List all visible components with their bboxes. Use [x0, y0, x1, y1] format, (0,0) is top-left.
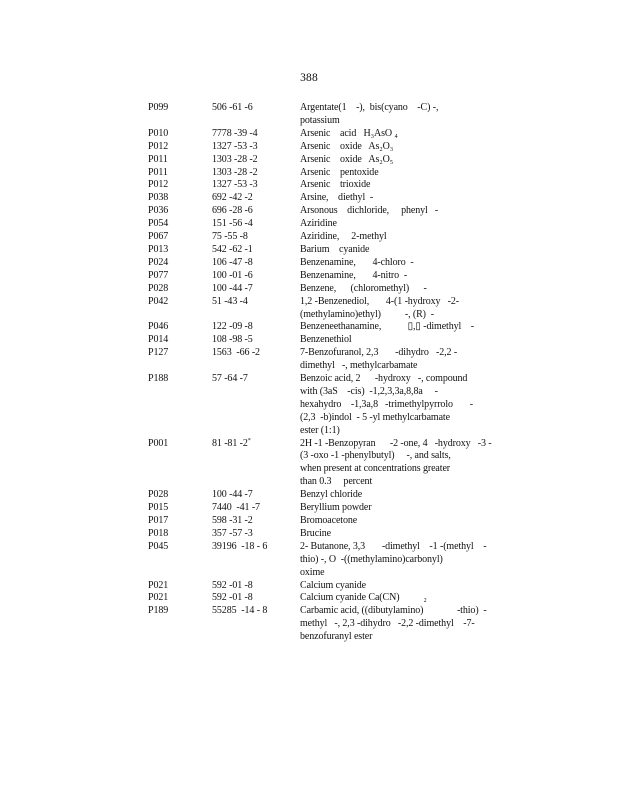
- table-row: [0, 347, 618, 373]
- table-row: [0, 205, 618, 218]
- substance-name-line: ester (1:1): [300, 424, 340, 436]
- substance-name: [300, 528, 500, 541]
- substance-name: [300, 179, 500, 192]
- cas-number-text: 542 -62 -1: [212, 243, 253, 255]
- substance-name: [300, 257, 500, 270]
- substance-name-line: 1,2 -Benzenediol, 4-(1 -hydroxy -2-: [300, 295, 459, 307]
- substance-name: [300, 128, 500, 141]
- substance-name: [300, 438, 500, 490]
- waste-code: P011: [148, 166, 168, 178]
- substance-name-line: Benzoic acid, 2 -hydroxy -, compound: [300, 373, 468, 385]
- waste-code: P046: [148, 321, 169, 333]
- substance-name-line: 7-Benzofuranol, 2,3 -dihydro -2,2 -: [300, 347, 458, 359]
- substance-name: [300, 270, 500, 283]
- cas-number: [212, 347, 260, 360]
- cas-number-text: 598 -31 -2: [212, 515, 253, 526]
- substance-name-line: Benzenethiol: [300, 334, 352, 346]
- substance-name: [300, 347, 500, 373]
- cas-number: [212, 296, 248, 309]
- table-row: [0, 141, 618, 154]
- cas-number: [212, 167, 258, 180]
- cas-number: [212, 502, 260, 515]
- substance-name-line: 2- Butanone, 3,3 -dimethyl -1 -(methyl -: [300, 540, 487, 552]
- cas-footnote-marker: *: [247, 437, 251, 444]
- waste-code: P013: [148, 243, 169, 255]
- waste-code: P188: [148, 373, 169, 385]
- substance-name-line: Brucine: [300, 527, 331, 539]
- table-row: [0, 218, 618, 231]
- cas-number: [212, 580, 253, 593]
- substance-name-line: (methylamino)ethyl) -, (R) -: [300, 308, 434, 320]
- cas-number: [212, 154, 258, 167]
- substance-name-line: Barium cyanide: [300, 243, 370, 255]
- waste-code: P127: [148, 347, 169, 359]
- cas-number: [212, 205, 253, 218]
- substance-name-line: hexahydro -1,3a,8 -trimethylpyrrolo -: [300, 398, 473, 410]
- table-row: [0, 283, 618, 296]
- substance-name: [300, 334, 500, 347]
- cas-number: [212, 489, 253, 502]
- cas-number-text: 57 -64 -7: [212, 373, 248, 385]
- substance-name-line: Benzenamine, 4-nitro -: [300, 269, 408, 281]
- cas-number-text: 1303 -28 -2: [212, 153, 258, 165]
- substance-name-line: potassium: [300, 114, 340, 126]
- table-row: [0, 373, 618, 438]
- substance-name-line: Argentate(1 -), bis(cyano -C) -,: [300, 102, 439, 113]
- cas-number-text: 55285 -14 - 8: [212, 605, 268, 617]
- substance-name-line: oxime: [300, 566, 325, 578]
- table-row: [0, 438, 618, 490]
- cas-number-text: 100 -44 -7: [212, 489, 253, 501]
- substance-name-line: Carbamic acid, ((dibutylamino) -thio) -: [300, 605, 487, 617]
- substance-name: [300, 489, 500, 502]
- table-row: [0, 154, 618, 167]
- waste-code: P017: [148, 515, 169, 526]
- substance-name: [300, 605, 500, 644]
- table-row: [0, 605, 618, 644]
- waste-code: P038: [148, 192, 169, 204]
- substance-name: [300, 192, 500, 205]
- substance-name: [300, 592, 500, 605]
- cas-number: [212, 102, 253, 115]
- table-row: [0, 296, 618, 322]
- substance-name-line: Calcium cyanide: [300, 579, 366, 591]
- cas-number: [212, 334, 253, 347]
- table-row: [0, 167, 618, 180]
- cas-number: [212, 321, 253, 334]
- waste-code: P012: [148, 140, 169, 152]
- cas-number-text: 357 -57 -3: [212, 527, 253, 539]
- substance-name-line: (2,3 -b)indol - 5 -yl methylcarbamate: [300, 411, 450, 423]
- substance-name-line: Benzenamine, 4-chloro -: [300, 256, 414, 268]
- cas-number: [212, 283, 253, 296]
- cas-number: [212, 141, 258, 154]
- cas-number-text: 100 -01 -6: [212, 269, 253, 281]
- substance-name: [300, 205, 500, 218]
- cas-number: [212, 515, 253, 528]
- waste-code: P012: [148, 179, 169, 191]
- cas-number-text: 692 -42 -2: [212, 192, 253, 204]
- substance-name-line: Arsenic acid H₃AsO ₄: [300, 127, 398, 139]
- substance-name-line: benzofuranyl ester: [300, 631, 373, 643]
- table-row: [0, 192, 618, 205]
- table-row: [0, 231, 618, 244]
- cas-number-text: 1327 -53 -3: [212, 140, 258, 152]
- substance-name-line: Arsonous dichloride, phenyl -: [300, 205, 439, 217]
- table-row: [0, 257, 618, 270]
- cas-number-text: 592 -01 -8: [212, 579, 253, 591]
- substance-name-line: Arsenic oxide As₂O₃: [300, 140, 394, 152]
- waste-code: P189: [148, 605, 169, 617]
- waste-code: P045: [148, 540, 169, 552]
- substance-name-line: than 0.3 percent: [300, 476, 373, 488]
- table-row: [0, 270, 618, 283]
- substance-name-line: Arsenic pentoxide: [300, 166, 379, 178]
- cas-number-text: 51 -43 -4: [212, 295, 248, 307]
- table-row: [0, 515, 618, 528]
- cas-number-text: 100 -44 -7: [212, 282, 253, 294]
- waste-code: P014: [148, 334, 169, 346]
- cas-number: [212, 128, 258, 141]
- table-row: [0, 321, 618, 334]
- substance-name: [300, 141, 500, 154]
- table-row: [0, 592, 618, 605]
- cas-number-text: 108 -98 -5: [212, 334, 253, 346]
- cas-number: [212, 373, 248, 386]
- substance-name-line: Arsenic trioxide: [300, 179, 371, 191]
- waste-code: P001: [148, 437, 169, 449]
- table-row: [0, 489, 618, 502]
- substance-name-line: Benzene, (chloromethyl) -: [300, 282, 427, 294]
- substance-name-line: with (3aS -cis) -1,2,3,3a,8,8a -: [300, 385, 438, 397]
- cas-number-text: 1563 -66 -2: [212, 347, 260, 359]
- cas-number: [212, 244, 253, 257]
- substance-name: [300, 167, 500, 180]
- waste-code: P054: [148, 218, 169, 230]
- waste-code: P028: [148, 282, 169, 294]
- waste-code: P010: [148, 127, 169, 139]
- cas-number: [212, 605, 267, 618]
- substance-name: [300, 218, 500, 231]
- waste-code: P018: [148, 527, 169, 539]
- substance-name: [300, 283, 500, 296]
- cas-number: [212, 179, 258, 192]
- substance-name: [300, 502, 500, 515]
- substance-name-line: Beryllium powder: [300, 502, 372, 514]
- cas-number-text: 1327 -53 -3: [212, 179, 258, 191]
- substance-name: [300, 321, 500, 334]
- waste-code: P015: [148, 502, 169, 514]
- cas-number: [212, 192, 253, 205]
- waste-code: P077: [148, 269, 169, 281]
- substance-name-line: thio) -, O -((methylamino)carbonyl): [300, 553, 443, 565]
- table-row: [0, 102, 618, 128]
- substance-name-line: Bromoacetone: [300, 515, 358, 526]
- waste-code-table: [0, 102, 618, 644]
- substance-name-line: Arsine, diethyl -: [300, 192, 374, 204]
- substance-name: [300, 373, 500, 438]
- cas-number-text: 7440 -41 -7: [212, 502, 260, 514]
- substance-name: [300, 515, 500, 528]
- substance-name: [300, 102, 500, 128]
- substance-name-line: (3 -oxo -1 -phenylbutyl) -, and salts,: [300, 450, 451, 462]
- substance-name-line: Arsenic oxide As₂O₅: [300, 153, 394, 165]
- cas-number-text: 696 -28 -6: [212, 205, 253, 217]
- substance-name-line: Benzeneethanamine, ▯,▯ -dimethyl -: [300, 321, 475, 333]
- table-row: [0, 334, 618, 347]
- waste-code: P028: [148, 489, 169, 501]
- waste-code: P021: [148, 579, 169, 591]
- substance-name: [300, 244, 500, 257]
- substance-name-line: methyl -, 2,3 -dihydro -2,2 -dimethyl -7-: [300, 618, 475, 630]
- cas-number: [212, 438, 251, 451]
- substance-name-line: Benzyl chloride: [300, 489, 363, 501]
- cas-number: [212, 218, 253, 231]
- cas-number-text: 106 -47 -8: [212, 256, 253, 268]
- page-number: 388: [300, 72, 318, 84]
- cas-number: [212, 528, 253, 541]
- substance-name-line: 2H -1 -Benzopyran -2 -one, 4 -hydroxy -3 -: [300, 437, 492, 449]
- cas-number-text: 39196 -18 - 6: [212, 540, 268, 552]
- cas-number: [212, 541, 267, 554]
- waste-code: P067: [148, 231, 169, 243]
- cas-number-text: 506 -61 -6: [212, 102, 253, 113]
- cas-number-text: 1303 -28 -2: [212, 166, 258, 178]
- cas-number: [212, 231, 248, 244]
- substance-name-line: Aziridine: [300, 218, 337, 230]
- table-row: [0, 502, 618, 515]
- table-row: [0, 128, 618, 141]
- substance-name-line: Calcium cyanide Ca(CN) ₂: [300, 592, 427, 604]
- table-row: [0, 541, 618, 580]
- substance-name: [300, 541, 500, 580]
- cas-number: [212, 270, 253, 283]
- substance-name: [300, 231, 500, 244]
- waste-code: P036: [148, 205, 169, 217]
- waste-code: P042: [148, 295, 169, 307]
- substance-name-line: dimethyl -, methylcarbamate: [300, 360, 418, 372]
- cas-number: [212, 257, 253, 270]
- substance-name: [300, 154, 500, 167]
- waste-code: P024: [148, 256, 169, 268]
- substance-name: [300, 580, 500, 593]
- table-row: [0, 179, 618, 192]
- waste-code: P011: [148, 153, 168, 165]
- cas-number-text: 75 -55 -8: [212, 231, 248, 243]
- table-row: [0, 528, 618, 541]
- substance-name-line: Aziridine, 2-methyl: [300, 231, 387, 243]
- substance-name-line: when present at concentrations greater: [300, 463, 451, 475]
- cas-number-text: 592 -01 -8: [212, 592, 253, 604]
- cas-number-text: 7778 -39 -4: [212, 127, 258, 139]
- waste-code: P021: [148, 592, 169, 604]
- table-row: [0, 580, 618, 593]
- table-row: [0, 244, 618, 257]
- cas-number-text: 122 -09 -8: [212, 321, 253, 333]
- cas-number: [212, 592, 253, 605]
- cas-number-text: 151 -56 -4: [212, 218, 253, 230]
- substance-name: [300, 296, 500, 322]
- waste-code: P099: [148, 102, 169, 113]
- cas-number-text: 81 -81 -2: [212, 437, 248, 449]
